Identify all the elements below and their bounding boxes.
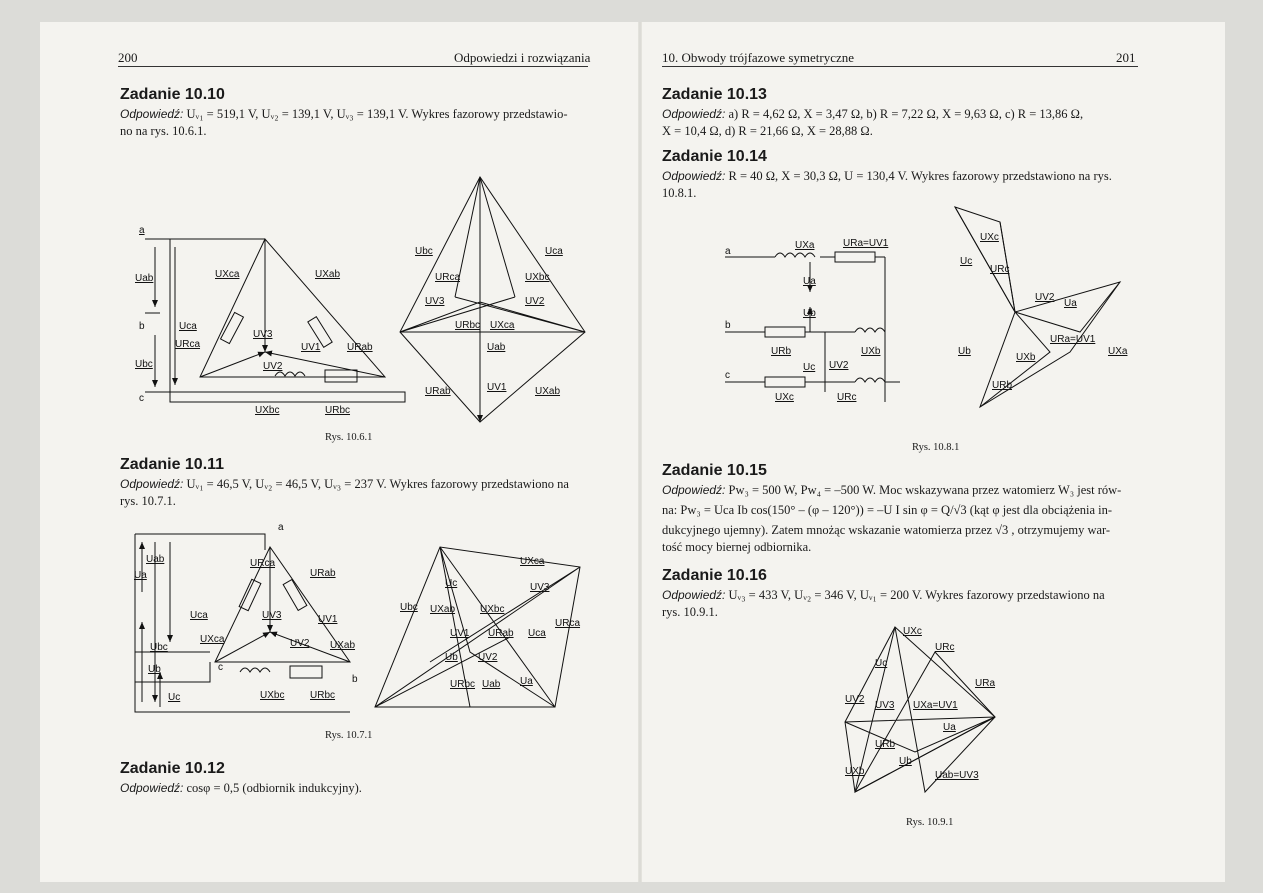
svg-text:URa: URa xyxy=(975,678,996,689)
svg-text:URbc: URbc xyxy=(450,679,476,690)
svg-text:UXbc: UXbc xyxy=(525,272,550,283)
answer-text: Odpowiedź: Uᵥ₃ = 433 V, Uᵥ₂ = 346 V, Uᵥ₁ = 200 V. Wykres fazorowy przedstawiono na xyxy=(662,588,1105,602)
svg-text:UXca: UXca xyxy=(490,320,515,331)
page-number: 200 xyxy=(118,50,138,65)
task-title: Zadanie 10.16 xyxy=(662,567,767,584)
svg-text:Ubc: Ubc xyxy=(400,602,418,613)
svg-text:UXb: UXb xyxy=(845,766,865,777)
answer-text: Odpowiedź: cosφ = 0,5 (odbiornik indukcyjny). xyxy=(120,781,362,795)
svg-text:URbc: URbc xyxy=(310,690,336,701)
svg-text:UXab: UXab xyxy=(430,604,456,615)
right-page xyxy=(640,22,1225,882)
svg-text:Uc: Uc xyxy=(803,362,816,373)
svg-text:URc: URc xyxy=(990,264,1010,275)
svg-text:URb: URb xyxy=(992,380,1013,391)
svg-text:Ubc: Ubc xyxy=(135,359,153,370)
svg-text:UXc: UXc xyxy=(980,232,999,243)
svg-text:Ua: Ua xyxy=(803,276,816,287)
svg-text:URab: URab xyxy=(347,342,373,353)
svg-text:URab: URab xyxy=(425,386,451,397)
figure-10-8-1-circuit xyxy=(725,232,925,402)
svg-text:UV2: UV2 xyxy=(263,361,283,372)
svg-text:URb: URb xyxy=(771,346,792,357)
svg-text:URca: URca xyxy=(250,558,276,569)
svg-text:UV2: UV2 xyxy=(845,694,865,705)
header-rule xyxy=(662,66,1138,67)
answer-text-cont: rys. 10.7.1. xyxy=(120,494,176,508)
svg-text:Ub: Ub xyxy=(803,308,816,319)
svg-text:UXca: UXca xyxy=(200,634,225,645)
svg-text:UXca: UXca xyxy=(215,269,240,280)
figure-10-6-1-phasor xyxy=(395,172,590,432)
svg-text:URa=UV1: URa=UV1 xyxy=(1050,334,1096,345)
svg-text:Uab: Uab xyxy=(487,342,506,353)
answer-text-cont: X = 10,4 Ω, d) R = 21,66 Ω, X = 28,88 Ω. xyxy=(662,124,873,138)
answer-text-cont: dukcyjnego ujemny). Zatem mnożąc wskazanie watomierza przez √3 , otrzymujemy war- xyxy=(662,523,1111,537)
svg-text:UV2: UV2 xyxy=(525,296,545,307)
svg-text:Ua: Ua xyxy=(943,722,956,733)
answer-text-cont: na: Pᴡ₃ = Uca Ib cos(150° – (φ – 120°)) = –U I sin φ = Q/√3 (kąt φ jest dla obciążenia in- xyxy=(662,503,1113,517)
book-spread xyxy=(40,22,1225,882)
svg-text:UXbc: UXbc xyxy=(260,690,285,701)
svg-text:URca: URca xyxy=(555,618,581,629)
svg-text:a: a xyxy=(725,246,731,257)
figure-10-9-1-phasor xyxy=(825,622,1015,797)
svg-text:URa=UV1: URa=UV1 xyxy=(843,238,889,249)
answer-text-cont: no na rys. 10.6.1. xyxy=(120,124,207,138)
answer-text-cont: 10.8.1. xyxy=(662,186,697,200)
svg-text:Uab: Uab xyxy=(482,679,501,690)
svg-text:UV3: UV3 xyxy=(530,582,550,593)
svg-text:Uc: Uc xyxy=(445,578,458,589)
svg-text:URb: URb xyxy=(875,739,896,750)
svg-text:UV1: UV1 xyxy=(318,614,338,625)
svg-text:a: a xyxy=(278,522,284,533)
svg-text:UXab: UXab xyxy=(315,269,341,280)
task-title: Zadanie 10.11 xyxy=(120,456,225,473)
svg-text:UV1: UV1 xyxy=(450,628,470,639)
svg-text:UV3: UV3 xyxy=(262,610,282,621)
svg-text:Ub: Ub xyxy=(899,756,912,767)
svg-text:UXb: UXb xyxy=(861,346,881,357)
svg-text:Ubc: Ubc xyxy=(150,642,168,653)
svg-text:Uc: Uc xyxy=(875,658,888,669)
figure-caption: Rys. 10.6.1 xyxy=(325,432,373,443)
figure-10-8-1-phasor xyxy=(940,202,1140,422)
figure-caption: Rys. 10.9.1 xyxy=(906,817,954,828)
answer-text: Odpowiedź: Uᵥ₁ = 46,5 V, Uᵥ₂ = 46,5 V, Uᵥ₃ = 237 V. Wykres fazorowy przedstawiono na xyxy=(120,477,569,491)
answer-text: Odpowiedź: Uᵥ₁ = 519,1 V, Uᵥ₂ = 139,1 V, Uᵥ₃ = 139,1 V. Wykres fazorowy przedstawio- xyxy=(120,107,568,121)
svg-text:Ub: Ub xyxy=(445,652,458,663)
svg-text:UXab: UXab xyxy=(330,640,356,651)
answer-text: Odpowiedź: a) R = 4,62 Ω, X = 3,47 Ω, b) R = 7,22 Ω, X = 9,63 Ω, c) R = 13,86 Ω, xyxy=(662,107,1084,121)
svg-text:UV3: UV3 xyxy=(875,700,895,711)
svg-text:UV2: UV2 xyxy=(829,360,849,371)
svg-text:UXc: UXc xyxy=(903,626,922,637)
svg-text:Ua: Ua xyxy=(520,676,533,687)
task-title: Zadanie 10.14 xyxy=(662,148,767,165)
svg-text:UV2: UV2 xyxy=(1035,292,1055,303)
figure-caption: Rys. 10.8.1 xyxy=(912,442,960,453)
svg-text:Uc: Uc xyxy=(168,692,181,703)
svg-text:URca: URca xyxy=(435,272,461,283)
answer-text: Odpowiedź: Pᴡ₃ = 500 W, Pᴡ₄ = –500 W. Moc wskazywana przez watomierz W₃ jest rów- xyxy=(662,483,1122,497)
svg-text:URbc: URbc xyxy=(325,405,351,416)
svg-text:Uab: Uab xyxy=(146,554,165,565)
svg-text:Ubc: Ubc xyxy=(415,246,433,257)
left-page xyxy=(40,22,640,882)
svg-text:UXa: UXa xyxy=(795,240,815,251)
answer-text: Odpowiedź: R = 40 Ω, X = 30,3 Ω, U = 130,4 V. Wykres fazorowy przedstawiono na rys. xyxy=(662,169,1112,183)
circuit-label: a xyxy=(139,225,145,236)
svg-text:Ub: Ub xyxy=(958,346,971,357)
answer-text-cont: rys. 10.9.1. xyxy=(662,605,718,619)
svg-text:UV3: UV3 xyxy=(253,329,273,340)
svg-text:URab: URab xyxy=(310,568,336,579)
svg-text:Uab: Uab xyxy=(135,273,154,284)
svg-text:Uca: Uca xyxy=(528,628,546,639)
svg-text:c: c xyxy=(218,662,223,673)
svg-text:UXa: UXa xyxy=(1108,346,1128,357)
svg-text:UXca: UXca xyxy=(520,556,545,567)
svg-text:URab: URab xyxy=(488,628,514,639)
svg-text:b: b xyxy=(725,320,731,331)
svg-text:Ua: Ua xyxy=(1064,298,1077,309)
page-number: 201 xyxy=(1116,50,1136,65)
answer-text-cont: tość mocy biernej odbiornika. xyxy=(662,540,812,554)
svg-text:UXb: UXb xyxy=(1016,352,1036,363)
task-title: Zadanie 10.10 xyxy=(120,86,225,103)
svg-text:UV1: UV1 xyxy=(301,342,321,353)
svg-text:Uca: Uca xyxy=(190,610,208,621)
svg-text:UXc: UXc xyxy=(775,392,794,403)
svg-text:UV2: UV2 xyxy=(290,638,310,649)
svg-text:Uca: Uca xyxy=(179,321,197,332)
figure-caption: Rys. 10.7.1 xyxy=(325,730,373,741)
svg-text:Ub: Ub xyxy=(148,664,161,675)
svg-text:UXbc: UXbc xyxy=(255,405,280,416)
running-title: Odpowiedzi i rozwiązania xyxy=(454,50,591,65)
svg-text:UV3: UV3 xyxy=(425,296,445,307)
svg-text:Uc: Uc xyxy=(960,256,973,267)
svg-text:c: c xyxy=(139,393,144,404)
svg-text:UV2: UV2 xyxy=(478,652,498,663)
svg-text:URbc: URbc xyxy=(455,320,481,331)
svg-text:UXa=UV1: UXa=UV1 xyxy=(913,700,958,711)
running-title: 10. Obwody trójfazowe symetryczne xyxy=(662,50,855,65)
svg-text:UV1: UV1 xyxy=(487,382,507,393)
svg-text:URc: URc xyxy=(837,392,857,403)
task-title: Zadanie 10.13 xyxy=(662,86,767,103)
svg-text:URc: URc xyxy=(935,642,955,653)
svg-text:c: c xyxy=(725,370,730,381)
svg-text:UXbc: UXbc xyxy=(480,604,505,615)
figure-10-6-1-circuit xyxy=(135,217,405,417)
svg-text:b: b xyxy=(139,321,145,332)
svg-text:Uab=UV3: Uab=UV3 xyxy=(935,770,979,781)
svg-text:URca: URca xyxy=(175,339,201,350)
figure-10-7-1-circuit xyxy=(130,522,370,722)
task-title: Zadanie 10.12 xyxy=(120,760,225,777)
svg-text:UXab: UXab xyxy=(535,386,561,397)
svg-text:Ua: Ua xyxy=(134,570,147,581)
svg-text:Uca: Uca xyxy=(545,246,563,257)
task-title: Zadanie 10.15 xyxy=(662,462,767,479)
header-rule xyxy=(118,66,588,67)
figure-10-7-1-phasor xyxy=(370,542,590,712)
svg-text:b: b xyxy=(352,674,358,685)
